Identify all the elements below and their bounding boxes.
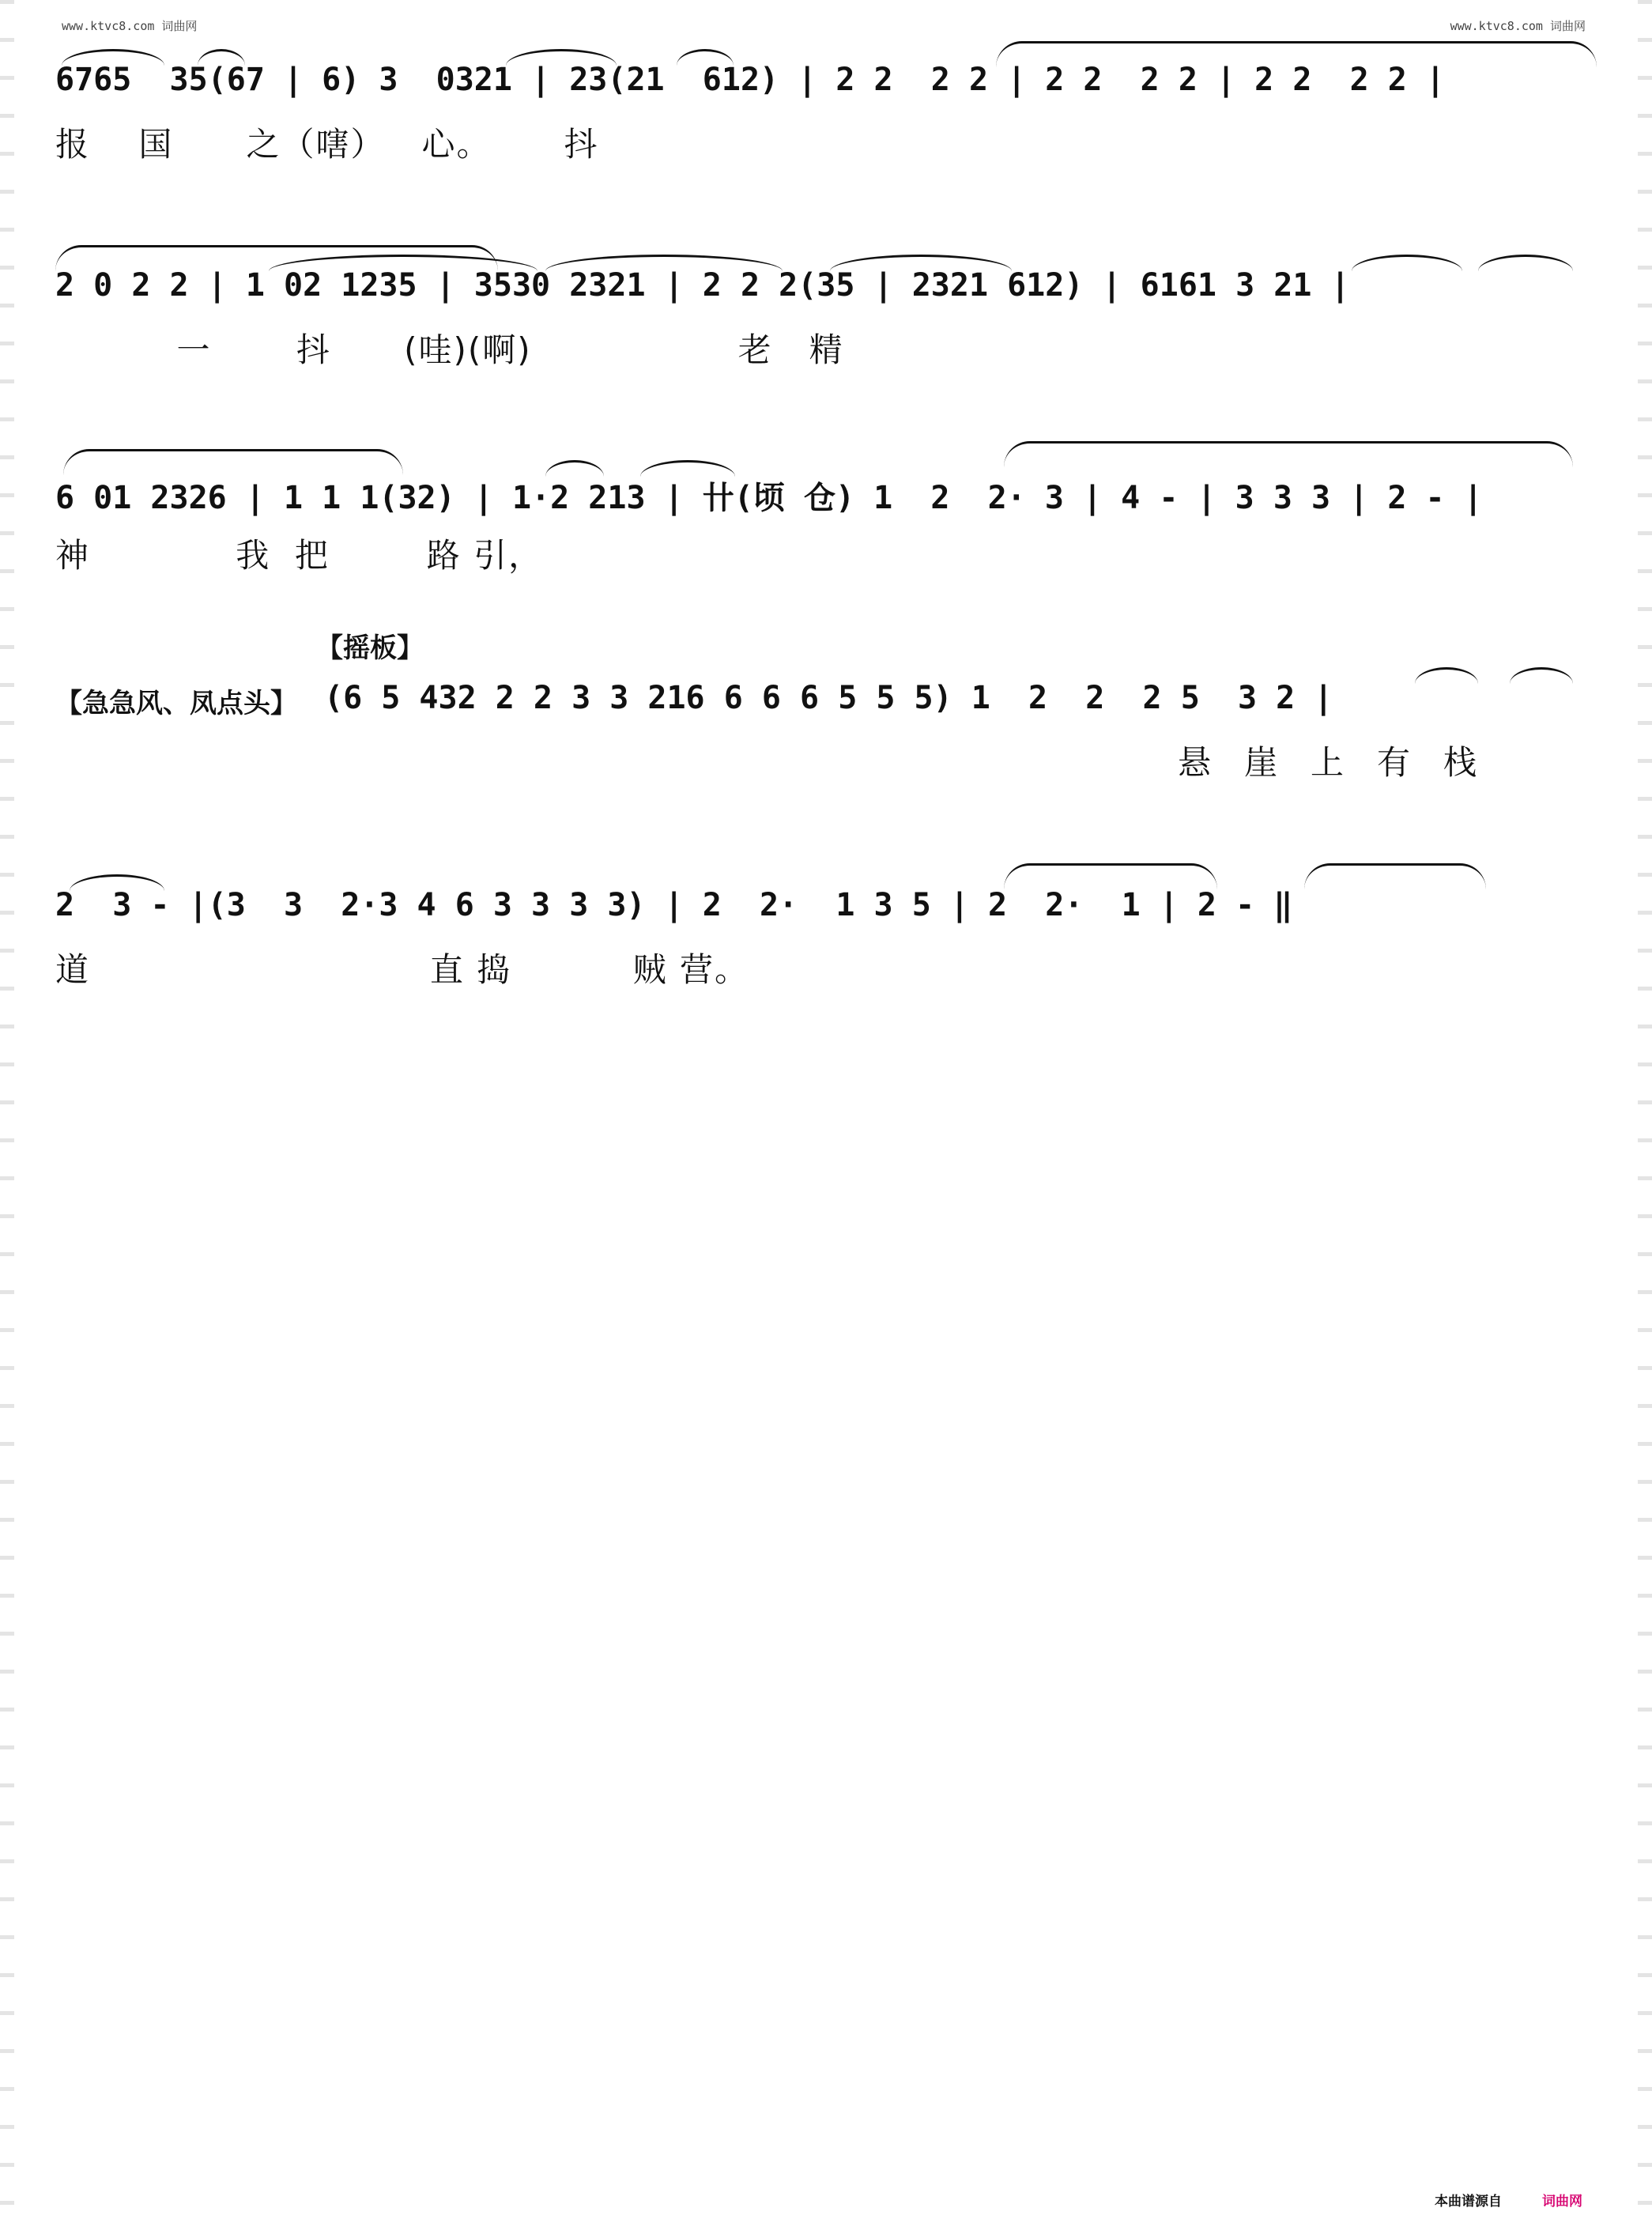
lyric-line: 报 国 之（嗐） 心。 抖 (55, 125, 599, 164)
notation-line: (6 5 432 2 2 3 3 216 6 6 6 5 5 5) 1 2 2 2 5 3 2 | (324, 680, 1333, 716)
notation-line: 2 3 - |(3 3 2·3 4 6 3 3 3 3) | 2 2· 1 3 5 | 2 2· 1 | 2 - ‖ (55, 887, 1293, 923)
section-marking-luogu: 【急急风、凤点头】 (55, 688, 297, 719)
lyric-line: 悬崖上有栈 (1178, 743, 1511, 782)
page-edge-left (0, 0, 14, 2238)
page-edge-right (1638, 0, 1652, 2238)
watermark-right[interactable]: www.ktvc8.com 词曲网 (1450, 19, 1586, 33)
footer-brand-link[interactable]: 词曲网 (1542, 2194, 1582, 2210)
long-slur (63, 449, 403, 475)
long-slur (1004, 441, 1573, 467)
lyric-line: 神 我 把 路 引， (55, 536, 544, 575)
notation-line: 6765 35(67 | 6) 3 0321 | 23(21 612) | 2 2 2 2 | 2 2 2 2 | 2 2 2 2 | (55, 62, 1445, 98)
long-slur (1004, 863, 1217, 889)
long-slur (1304, 863, 1486, 889)
slur (1478, 255, 1573, 271)
footer-source-text: 本曲谱源自 (1435, 2194, 1502, 2210)
slur (1415, 667, 1478, 684)
lyric-line: 一 抖 (哇)(啊) 老 精 (55, 330, 844, 369)
section-marking-yaoban: 【摇板】 (316, 632, 424, 664)
slur (1510, 667, 1573, 684)
lyric-line: 道 直 捣 贼 营。 (55, 950, 750, 989)
watermark-left[interactable]: www.ktvc8.com 词曲网 (62, 19, 198, 33)
notation-line: 2 0 2 2 | 1 02 1235 | 3530 2321 | 2 2 2(35 | 2321 612) | 6161 3 21 | (55, 267, 1350, 304)
slur (1352, 255, 1462, 271)
notation-line: 6 01 2326 | 1 1 1(32) | 1·2 213 | 卄(顷 仓) 1 2 2· 3 | 4 - | 3 3 3 | 2 - | (55, 480, 1483, 516)
